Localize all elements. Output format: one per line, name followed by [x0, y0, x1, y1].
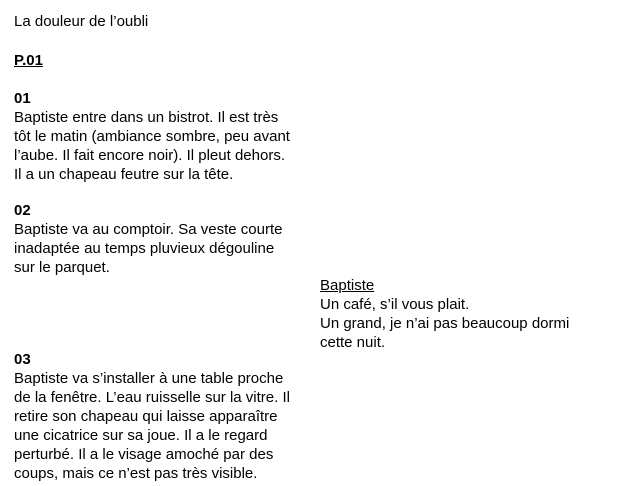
scene-text-line: Baptiste va s’installer à une table proche: [14, 370, 284, 387]
page-number: P.01: [14, 52, 43, 69]
scene-text-line: retire son chapeau qui laisse apparaître: [14, 408, 278, 425]
scene-text-line: perturbé. Il a le visage amoché par des: [14, 446, 274, 463]
scene-number: 02: [14, 202, 31, 219]
scene-number: 03: [14, 351, 31, 368]
scene-text-line: l’aube. Il fait encore noir). Il pleut dehors.: [14, 147, 285, 164]
scene-text-line: inadaptée au temps pluvieux dégouline: [14, 240, 275, 257]
scene-number: 01: [14, 90, 31, 107]
scene-text-line: une cicatrice sur sa joue. Il a le regard: [14, 427, 268, 444]
scene-block: [14, 89, 314, 184]
dialogue-line: Un grand, je n’ai pas beaucoup dormi: [320, 315, 570, 332]
scene-text-line: de la fenêtre. L’eau ruisselle sur la vitre. Il: [14, 389, 290, 406]
scene-text-line: coups, mais ce n’est pas très visible.: [14, 465, 258, 482]
dialogue-speaker: Baptiste: [320, 277, 375, 294]
scene-text-line: Il a un chapeau feutre sur la tête.: [14, 166, 234, 183]
scene-text-line: Baptiste va au comptoir. Sa veste courte: [14, 221, 283, 238]
scene-text-line: Baptiste entre dans un bistrot. Il est très: [14, 109, 279, 126]
scene-block: [14, 350, 314, 483]
document-title: La douleur de l’oubli: [14, 13, 149, 30]
dialogue-block: [320, 276, 610, 352]
scene-text-line: tôt le matin (ambiance sombre, peu avant: [14, 128, 290, 145]
scene-text-line: sur le parquet.: [14, 259, 110, 276]
dialogue-line: cette nuit.: [320, 334, 386, 351]
scene-block: [14, 201, 314, 277]
dialogue-line: Un café, s’il vous plait.: [320, 296, 470, 313]
